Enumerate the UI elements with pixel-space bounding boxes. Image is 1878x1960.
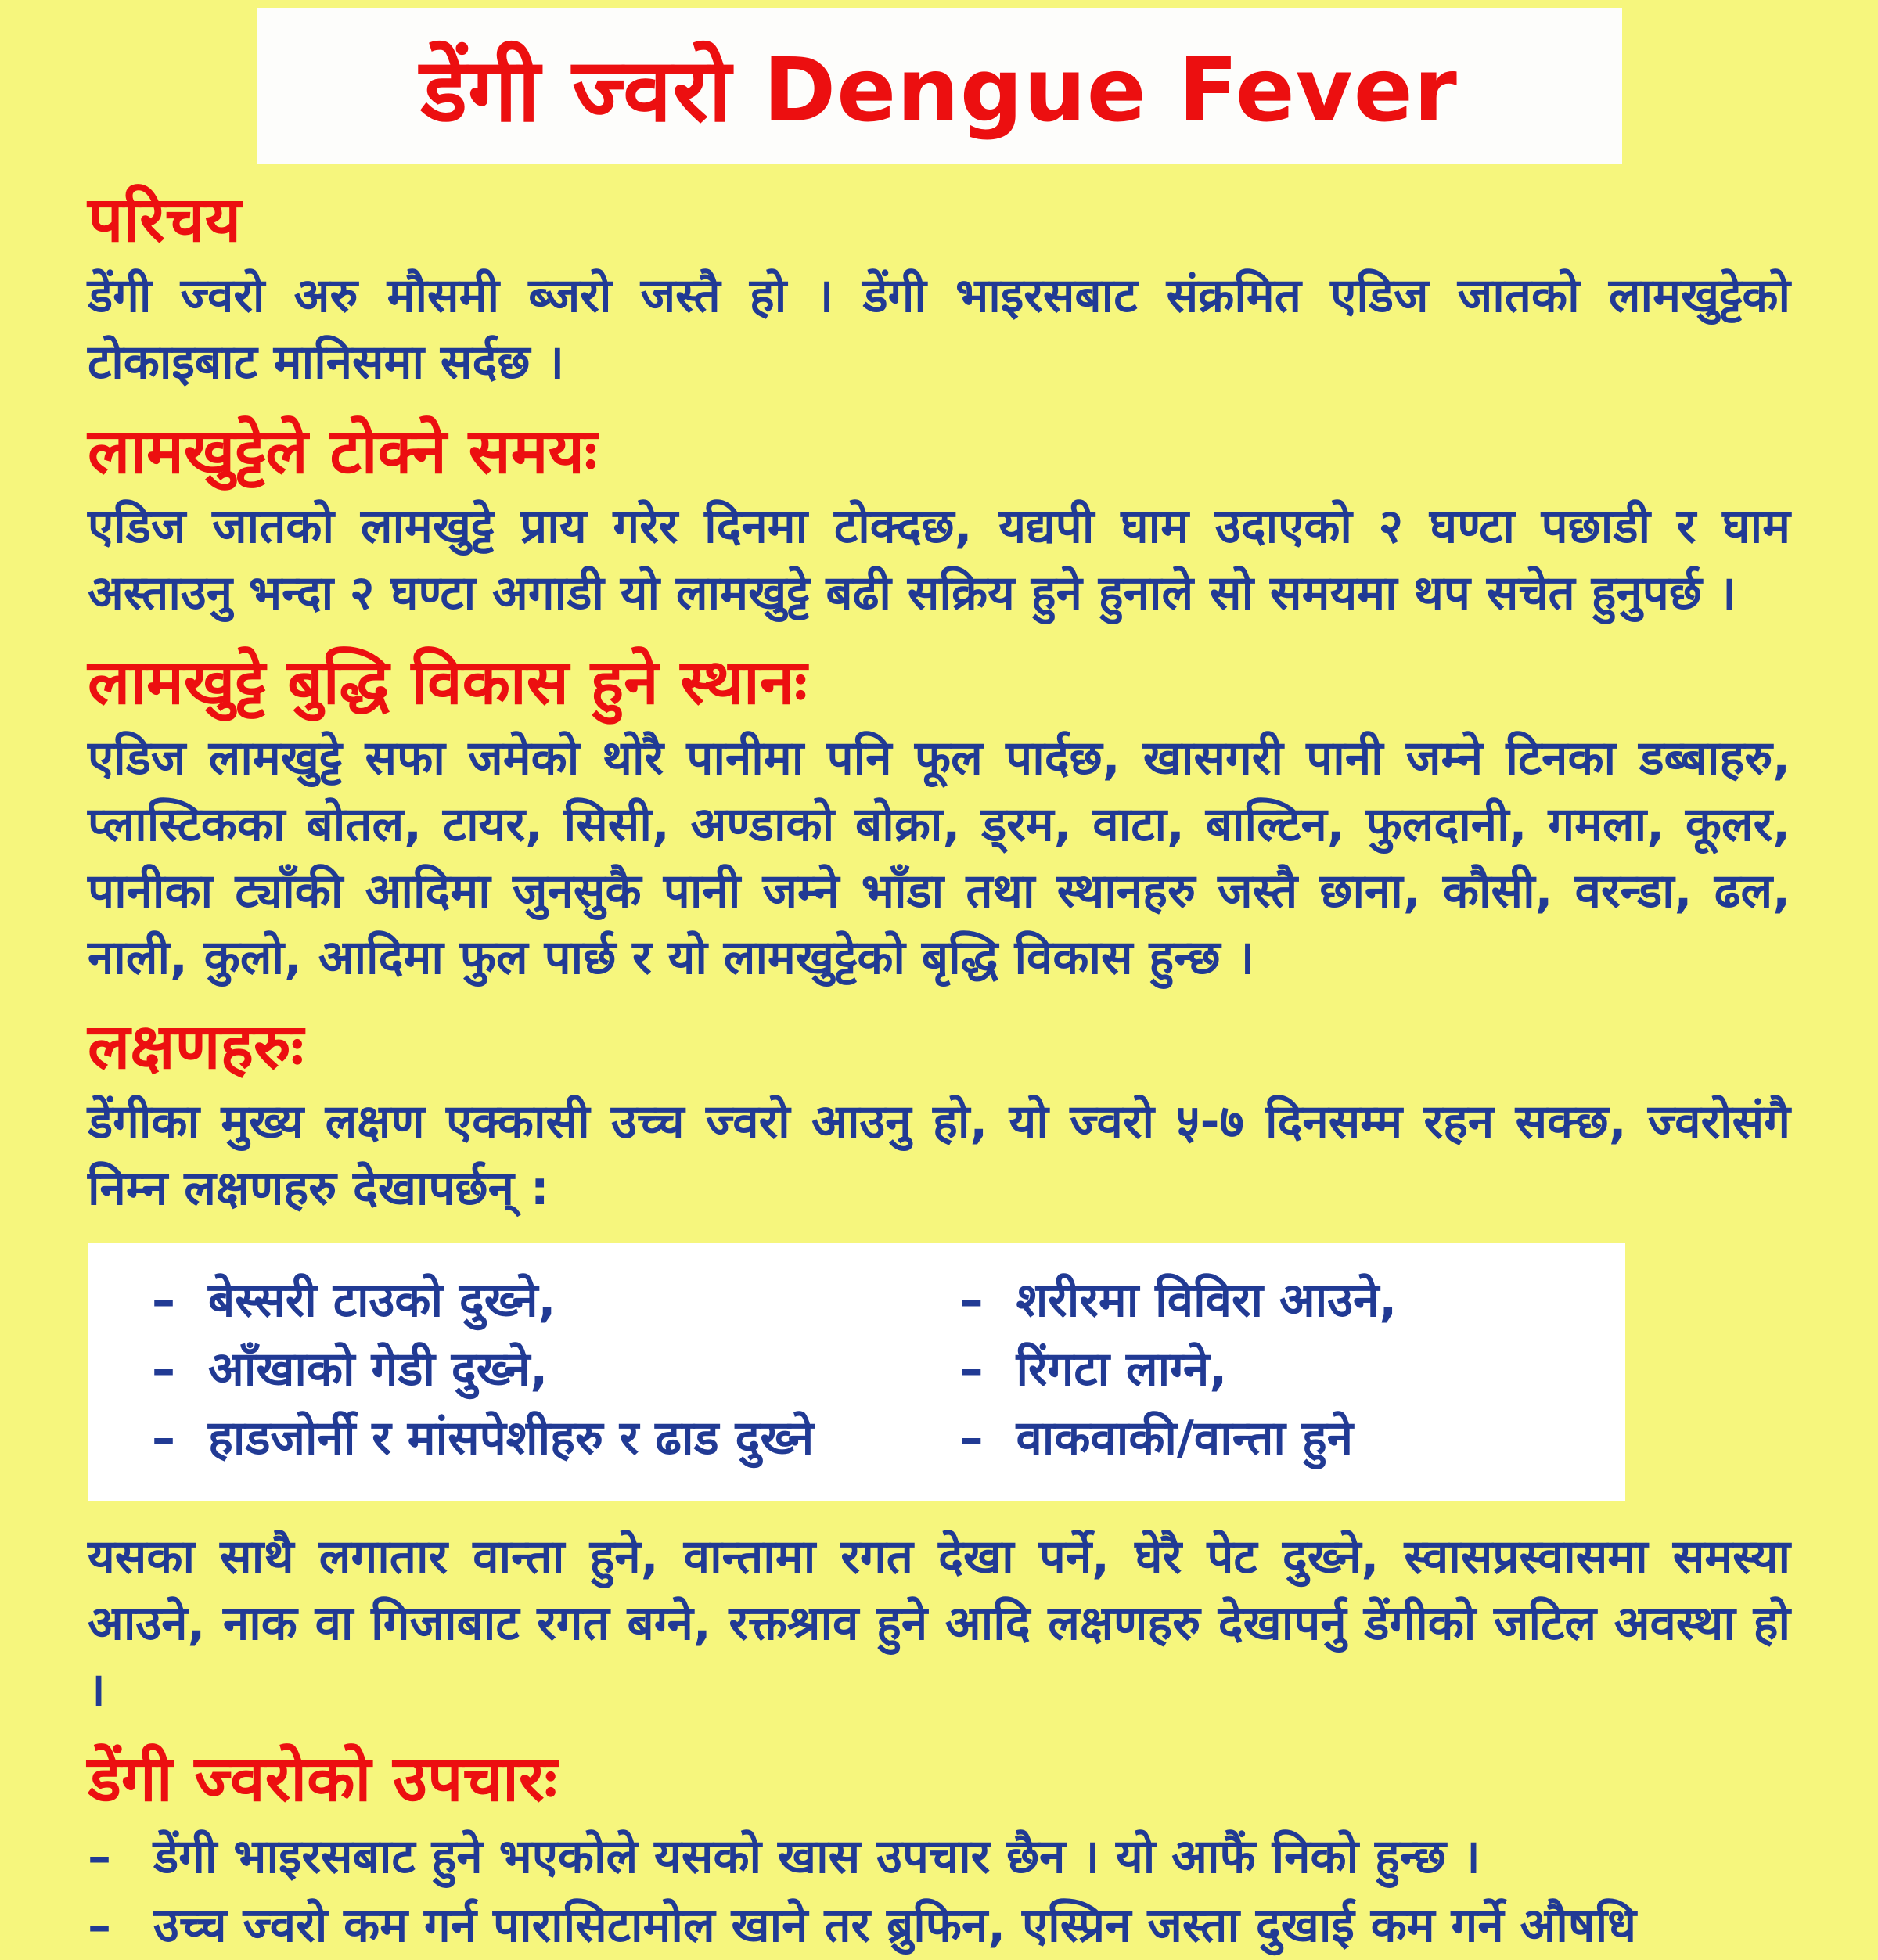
biting-time-paragraph: एडिज जातको लामखुट्टे प्राय गरेर दिनमा टोक्दछ, यद्यपी घाम उदाएको २ घण्टा पछाडी र घाम अस्ताउनु भन्दा २ घण्टा अगाडी यो लामखुट्टे बढी सक्रिय हुने हुनाले सो समयमा थप सचेत हुनुपर्छ । xyxy=(88,499,1790,621)
symptom-label: वाकवाकी/वान्ता हुने xyxy=(1016,1411,1354,1466)
list-item xyxy=(959,1335,1594,1404)
section-heading-treatment: डेंगी ज्वरोको उपचारः xyxy=(88,1742,557,1816)
section-heading-breeding-places: लामखुट्टे बुद्धि विकास हुने स्थानः xyxy=(88,646,808,719)
list-item xyxy=(88,1891,1790,1960)
dengue-poster xyxy=(0,8,1878,1953)
symptom-column-left xyxy=(119,1266,959,1473)
symptom-label: रिंगटा लाग्ने, xyxy=(1016,1342,1228,1397)
list-item xyxy=(152,1404,959,1473)
symptom-list-box xyxy=(88,1243,1625,1501)
treatment-item-label: डेंगी भाइरसबाट हुने भएकोले यसको खास उपचार छैन । यो आफैं निको हुन्छ । xyxy=(153,1829,1480,1884)
symptom-label: शरीरमा विविरा आउने, xyxy=(1016,1273,1398,1329)
breeding-places-paragraph: एडिज लामखुट्टे सफा जमेको थोरै पानीमा पनि फूल पार्दछ, खासगरी पानी जम्ने टिनका डब्बाहरु, प्लास्टिकका बोतल, टायर, सिसी, अण्डाको बोक्रा, ड्रम, वाटा, बाल्टिन, फुलदानी, गमला, कूलर, पानीका ट्याँकी आदिमा जुनसुकै पानी जम्ने भाँडा तथा स्थानहरु जस्तै छाना, कौसी, वरन्डा, ढल, नाली, कुलो, आदिमा फुल पार्छ र यो लामखुट्टेको बृद्धि विकास हुन्छ । xyxy=(88,730,1790,985)
poster-content xyxy=(0,185,1878,1960)
dash-bullet-icon: – xyxy=(88,1897,111,1953)
dash-bullet-icon: – xyxy=(152,1342,175,1397)
dash-bullet-icon: – xyxy=(152,1411,175,1466)
dash-bullet-icon: – xyxy=(959,1411,984,1466)
list-item xyxy=(959,1404,1594,1473)
dash-bullet-icon: – xyxy=(959,1273,984,1329)
treatment-item-label: उच्च ज्वरो कम गर्न पारासिटामोल खाने तर ब्रुफिन, एस्प्रिन जस्ता दुखाई कम गर्ने औषधि xyxy=(153,1897,1637,1953)
list-item xyxy=(152,1266,959,1335)
list-item xyxy=(959,1266,1594,1335)
list-item xyxy=(88,1822,1790,1891)
symptom-label: बेस्सरी टाउको दुख्ने, xyxy=(208,1273,556,1329)
title-banner xyxy=(257,8,1622,164)
symptoms-paragraph: डेंगीका मुख्य लक्षण एक्कासी उच्च ज्वरो आउनु हो, यो ज्वरो ५-७ दिनसम्म रहन सक्छ, ज्वरोसंगै निम्न लक्षणहरु देखापर्छन् : xyxy=(88,1095,1790,1217)
symptom-column-right xyxy=(959,1266,1594,1473)
symptom-label: हाडजोर्नी र मांसपेशीहरु र ढाड दुख्ने xyxy=(208,1411,815,1466)
section-heading-intro: परिचय xyxy=(88,183,242,256)
section-heading-biting-time: लामखुट्टेले टोक्ने समयः xyxy=(88,414,598,487)
symptom-label: आँखाको गेडी दुख्ने, xyxy=(208,1342,549,1397)
complications-paragraph: यसका साथै लगातार वान्ता हुने, वान्तामा रगत देखा पर्ने, घेरै पेट दुख्ने, स्वासप्रस्वासमा समस्या आउने, नाक वा गिजाबाट रगत बग्ने, रक्तश्राव हुने आदि लक्षणहरु देखापर्नु डेंगीको जटिल अवस्था हो । xyxy=(88,1530,1790,1718)
dash-bullet-icon: – xyxy=(959,1342,984,1397)
section-heading-symptoms: लक्षणहरुः xyxy=(88,1009,304,1083)
treatment-list xyxy=(88,1822,1790,1960)
dash-bullet-icon: – xyxy=(152,1273,175,1329)
poster-title: डेंगी ज्वरो Dengue Fever xyxy=(420,39,1458,142)
dash-bullet-icon: – xyxy=(88,1829,111,1884)
list-item xyxy=(152,1335,959,1404)
intro-paragraph: डेंगी ज्वरो अरु मौसमी ब्जरो जस्तै हो । डेंगी भाइरसबाट संक्रमित एडिज जातको लामखुट्टेको टोकाइबाट मानिसमा सर्दछ । xyxy=(88,268,1790,390)
